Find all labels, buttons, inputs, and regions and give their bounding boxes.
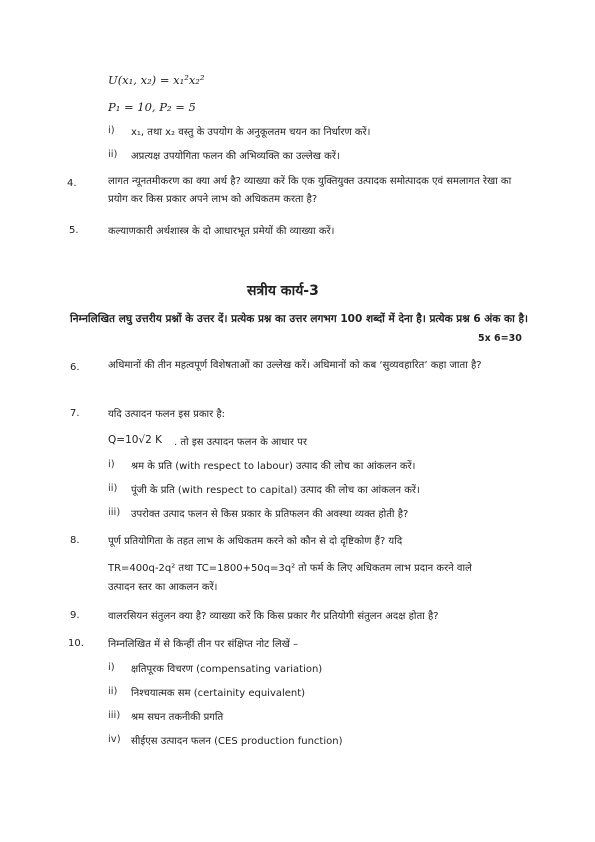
question-text-5: कल्याणकारी अर्थशास्त्र के दो आधारभूत प्रमेयों की व्याख्या करें।: [108, 226, 335, 237]
question-number-7: 7.: [70, 408, 80, 419]
q10-label-iv: iv): [108, 734, 121, 745]
q8-formula-line-2: उत्पादन स्तर का आकलन करें।: [108, 582, 218, 593]
q7-text-i: श्रम के प्रति (with respect to labour) उत्पाद की लोच का आंकलन करें।: [131, 461, 416, 472]
question-text-9: वालरसियन संतुलन क्या है? व्याख्या करें कि किस प्रकार गैर प्रतियोगी संतुलन अदक्ष होता है?: [108, 611, 439, 622]
utility-function: U(x₁, x₂) = x₁²x₂²: [108, 73, 205, 87]
question-number-8: 8.: [70, 535, 80, 546]
q10-label-ii: ii): [108, 686, 118, 697]
q10-text-iii: श्रम सघन तकनीकी प्रगति: [131, 712, 224, 723]
prices-line: P₁ = 10, P₂ = 5: [108, 100, 196, 114]
sub-text-i: x₁, तथा x₂ वस्तु के उपयोग के अनुकूलतम चयन का निर्धारण करें।: [131, 127, 371, 138]
question-number-9: 9.: [70, 610, 80, 621]
question-text-8: पूर्ण प्रतियोगिता के तहत लाभ के अधिकतम करने को कौन से दो दृष्टिकोण हैं? यदि: [108, 536, 403, 547]
q7-label-iii: iii): [108, 507, 121, 518]
q10-label-iii: iii): [108, 710, 121, 721]
q7-label-ii: ii): [108, 483, 118, 494]
q10-text-ii: निश्चयात्मक सम (certainity equivalent): [131, 688, 306, 699]
question-text-4: लागत न्यूनतमीकरण का क्या अर्थ है? व्याख्या करें कि एक युक्तियुक्त उत्पादक समोत्पादक एवं समलागत रेखा का प्रयोग कर किस प्रकार अपने लाभ को अधिकतम करता है?: [108, 176, 512, 205]
q7-text-ii: पूंजी के प्रति (with respect to capital) उत्पाद की लोच का आंकलन करें।: [131, 485, 420, 496]
question-intro-7: यदि उत्पादन फलन इस प्रकार है:: [108, 409, 226, 420]
question-number-10: 10.: [68, 638, 84, 649]
sub-label-i: i): [108, 125, 115, 136]
q10-text-iv: सीईएस उत्पादन फलन (CES production function): [131, 736, 343, 747]
question-number-6: 6.: [70, 362, 80, 373]
q10-label-i: i): [108, 662, 115, 673]
q8-formula-line: TR=400q-2q² तथा TC=1800+50q=3q² तो फर्म के लिए अधिकतम लाभ प्रदान करने वाले: [108, 563, 472, 574]
question-number-5: 5.: [69, 225, 79, 236]
section-marks: 5x 6=30: [478, 333, 522, 344]
section-instruction: निम्नलिखित लघु उत्तरीय प्रश्नों के उत्तर दें। प्रत्येक प्रश्न का उत्तर लगभग 100 शब्दों में देना है। प्रत्येक प्रश्न 6 अंक का है।: [70, 313, 529, 325]
q7-label-i: i): [108, 459, 115, 470]
question-text-10: निम्नलिखित में से किन्हीं तीन पर संक्षिप्त नोट लिखें –: [108, 639, 299, 650]
production-formula: Q=10√2 K: [108, 434, 163, 446]
q10-text-i: क्षतिपूरक विचरण (compensating variation): [131, 664, 323, 675]
q7-text-iii: उपरोक्त उत्पाद फलन से किस प्रकार के प्रतिफलन की अवस्था व्यक्त होती है?: [131, 509, 409, 520]
section-title: सत्रीय कार्य-3: [247, 283, 319, 299]
question-text-6: अधिमानों की तीन महत्वपूर्ण विशेषताओं का उल्लेख करें। अधिमानों को कब ‘सुव्यवहारित’ कहा जाता है?: [108, 360, 482, 371]
sub-text-ii: अप्रत्यक्ष उपयोगिता फलन की अभिव्यक्ति का उल्लेख करें।: [131, 151, 340, 162]
production-formula-tail: . तो इस उत्पादन फलन के आधार पर: [174, 437, 307, 448]
sub-label-ii: ii): [108, 149, 118, 160]
question-number-4: 4.: [67, 178, 77, 189]
